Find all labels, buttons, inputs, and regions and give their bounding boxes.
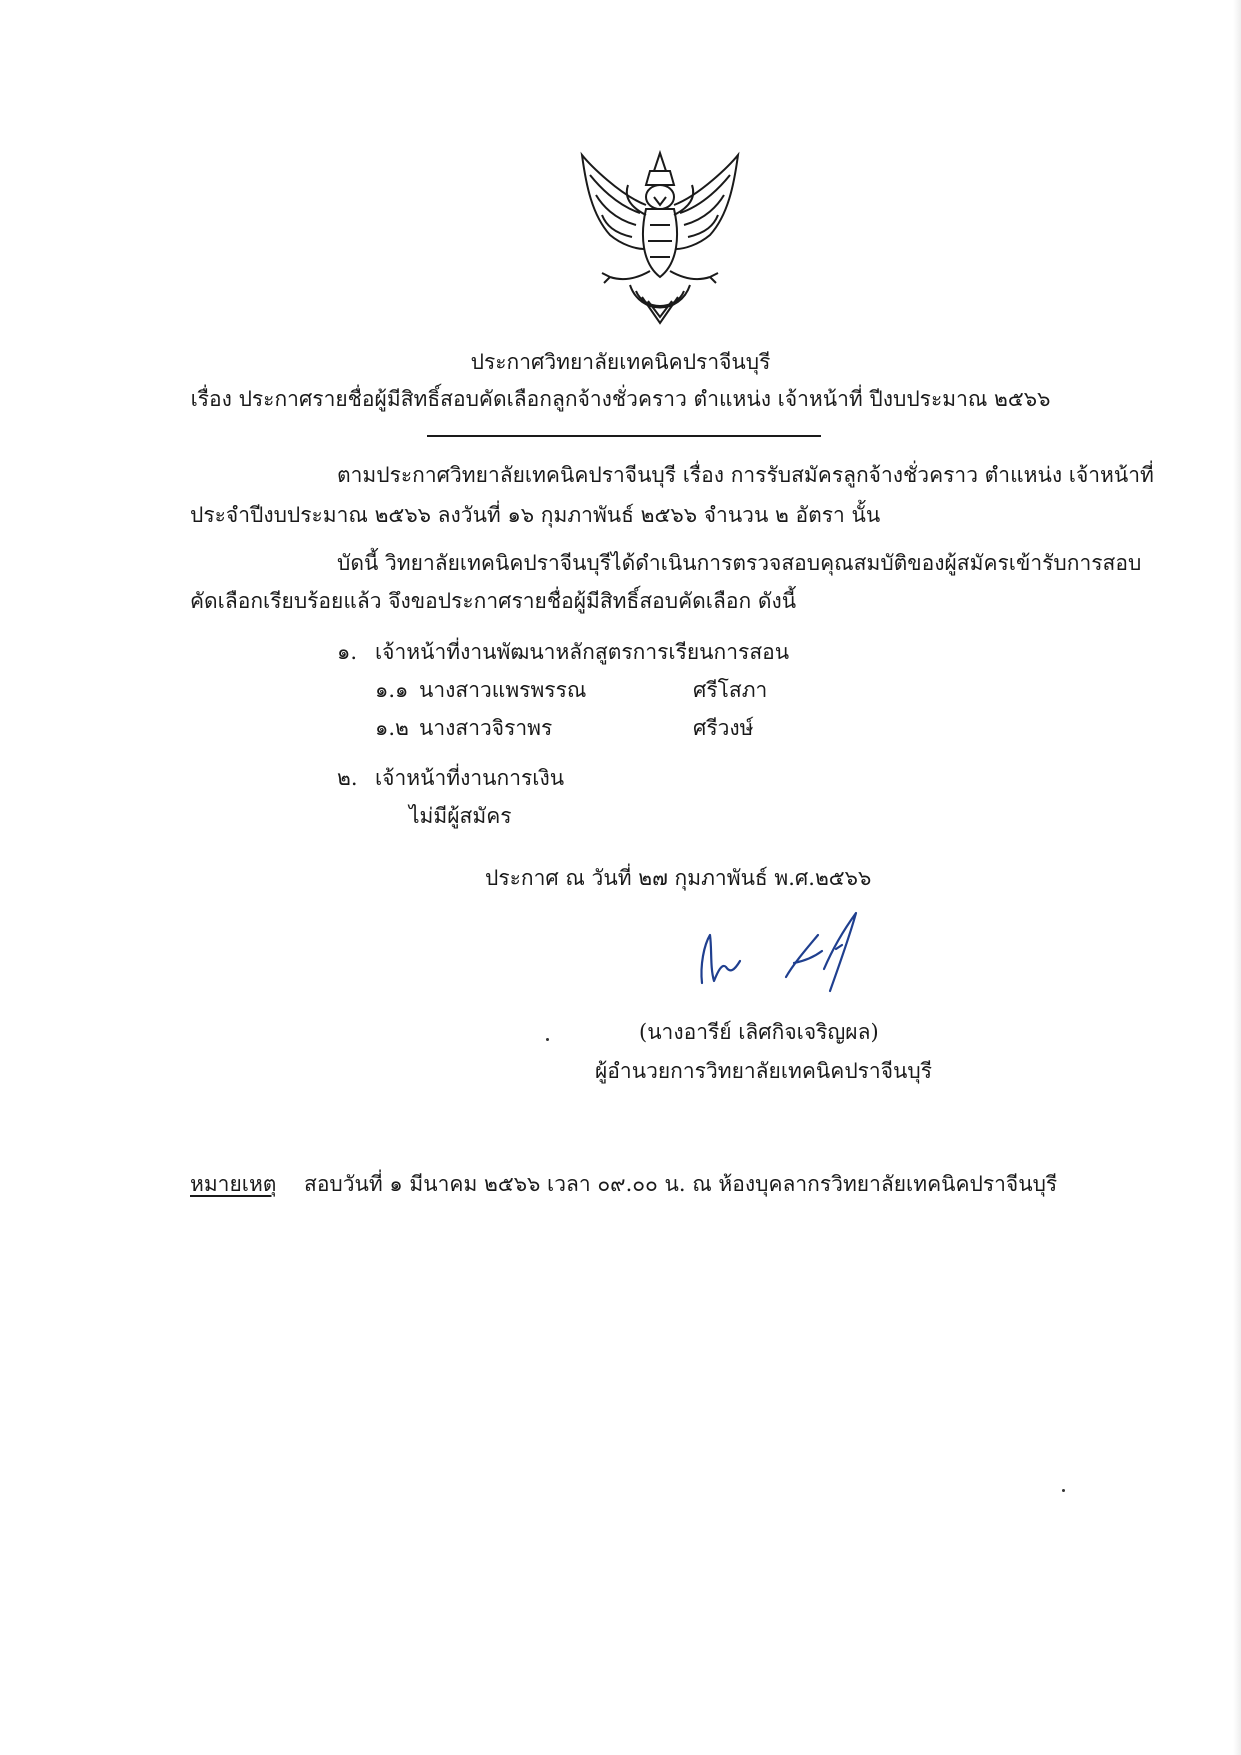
paragraph-1-line-2: ประจำปีงบประมาณ ๒๕๖๖ ลงวันที่ ๑๖ กุมภาพันธ์ ๒๕๖๖ จำนวน ๒ อัตรา นั้น — [190, 503, 881, 527]
signatory-position: ผู้อำนวยการวิทยาลัยเทคนิคปราจีนบุรี — [595, 1059, 932, 1083]
section-2-title: เจ้าหน้าที่งานการเงิน — [375, 766, 565, 790]
heading-divider — [427, 435, 821, 437]
paragraph-2-line-1: บัดนี้ วิทยาลัยเทคนิคปราจีนบุรีได้ดำเนินการตรวจสอบคุณสมบัติของผู้สมัครเข้ารับการสอบ — [337, 551, 1142, 575]
scan-speck — [1062, 1489, 1065, 1492]
candidate-2-index: ๑.๒ — [375, 716, 409, 740]
candidate-1-surname: ศรีโสภา — [693, 678, 768, 702]
page-edge-shadow — [1233, 0, 1241, 1755]
signatory-name: (นางอารีย์ เลิศกิจเจริญผล) — [639, 1020, 879, 1044]
paragraph-1-line-1: ตามประกาศวิทยาลัยเทคนิคปราจีนบุรี เรื่อง การรับสมัครลูกจ้างชั่วคราว ตำแหน่ง เจ้าหน้าที่ — [337, 463, 1154, 487]
candidate-2-name: นางสาวจิราพร — [419, 716, 553, 740]
signature-mark — [690, 905, 870, 995]
announcement-org: ประกาศวิทยาลัยเทคนิคปราจีนบุรี — [470, 350, 771, 374]
section-2-note: ไม่มีผู้สมัคร — [409, 804, 512, 828]
section-1-title: เจ้าหน้าที่งานพัฒนาหลักสูตรการเรียนการสอน — [375, 640, 790, 664]
section-1-number: ๑. — [337, 640, 358, 664]
scan-speck — [546, 1038, 549, 1041]
candidate-2-surname: ศรีวงษ์ — [693, 716, 754, 740]
remark-label: หมายเหตุ — [190, 1172, 277, 1196]
paragraph-2-line-2: คัดเลือกเรียบร้อยแล้ว จึงขอประกาศรายชื่อผู้มีสิทธิ์สอบคัดเลือก ดังนี้ — [190, 589, 797, 613]
candidate-1-index: ๑.๑ — [375, 678, 409, 702]
section-2-number: ๒. — [337, 766, 358, 790]
garuda-emblem — [570, 145, 750, 335]
remark-text: สอบวันที่ ๑ มีนาคม ๒๕๖๖ เวลา ๐๙.๐๐ น. ณ ห้องบุคลากรวิทยาลัยเทคนิคปราจีนบุรี — [304, 1172, 1058, 1196]
announcement-subject: เรื่อง ประกาศรายชื่อผู้มีสิทธิ์สอบคัดเลือกลูกจ้างชั่วคราว ตำแหน่ง เจ้าหน้าที่ ปีงบประมาณ ๒๕๖๖ — [190, 387, 1051, 411]
candidate-1-name: นางสาวแพรพรรณ — [419, 678, 587, 702]
announcement-date: ประกาศ ณ วันที่ ๒๗ กุมภาพันธ์ พ.ศ.๒๕๖๖ — [485, 866, 872, 890]
